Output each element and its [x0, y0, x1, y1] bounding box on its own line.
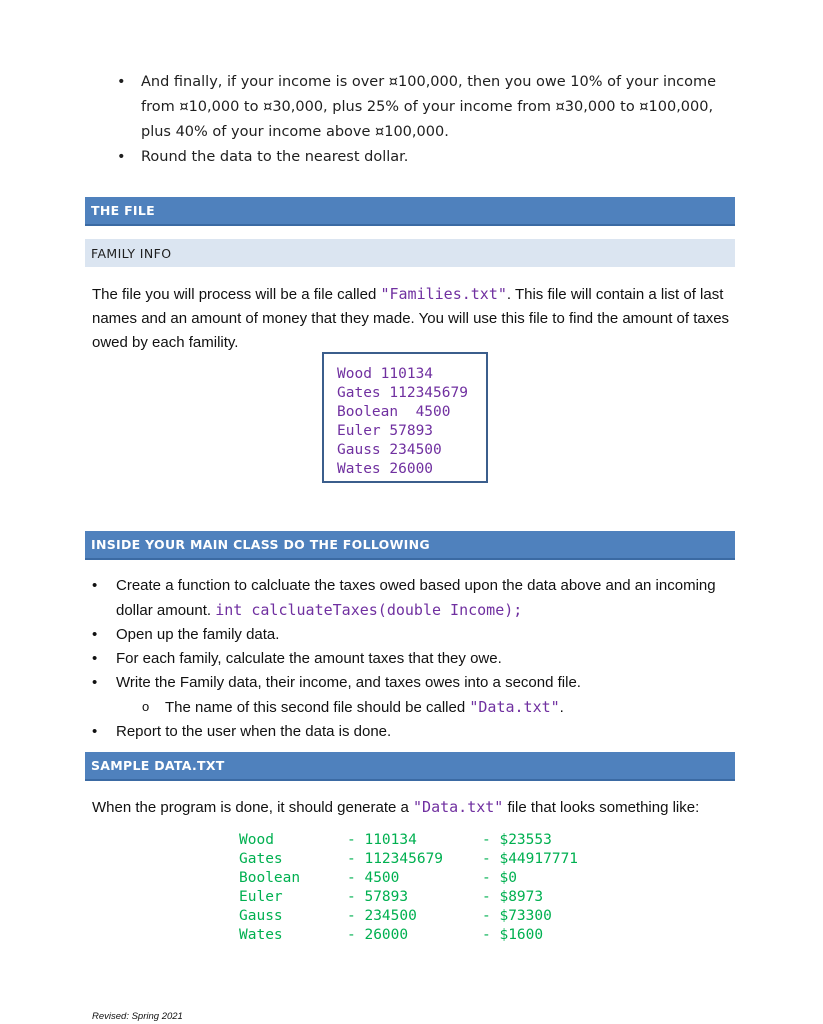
subsection-header-family-info [85, 239, 735, 267]
sample-tax: - $23553 [482, 832, 552, 848]
families-line: Gauss 234500 [337, 442, 442, 458]
main-task-list [92, 574, 752, 744]
task-create-function-text: Create a function to calcluate the taxes owed based upon the data above and an incoming dollar amount. [116, 577, 716, 619]
task-create-function [92, 574, 752, 623]
section-header-inside-main [85, 531, 735, 560]
section-header-sample-data [85, 752, 735, 781]
task-write-file: • Write the Family data, their income, and taxes owes into a second file. [92, 671, 752, 695]
sample-desc-before: When the program is done, it should generate a [92, 799, 414, 816]
section-title-the-file: THE FILE [91, 203, 155, 218]
section-header-the-file [85, 197, 735, 226]
data-txt-filename: "Data.txt" [469, 698, 560, 716]
intro-bullet-rounding: • Round the data to the nearest dollar. [117, 145, 727, 170]
function-signature-code: int calcluateTaxes(double Income); [215, 601, 523, 619]
sample-income: - 26000 [347, 927, 409, 943]
sample-income: - 234500 [347, 908, 417, 924]
section-title-sample-data: SAMPLE DATA.TXT [91, 758, 225, 773]
families-line: Boolean 4500 [337, 404, 451, 420]
task-calculate-taxes: • For each family, calculate the amount taxes that they owe. [92, 647, 752, 671]
sample-tax: - $1600 [482, 927, 544, 943]
sample-desc-after: file that looks something like: [503, 799, 700, 816]
file-desc-after: . This file will contain a list of last names and an amount of money that they made. You will use this file to find the amount of taxes owed by each famility. [92, 286, 730, 351]
task-report-user: • Report to the user when the data is done. [92, 720, 752, 744]
families-line: Wood 110134 [337, 366, 434, 382]
families-file-sample-box [322, 352, 488, 483]
intro-bullet-list [117, 70, 727, 170]
sample-name: Gauss [239, 908, 283, 924]
sample-description-paragraph [92, 795, 742, 820]
file-desc-before: The file you will process will be a file called [92, 286, 381, 303]
sample-name: Wood [239, 832, 274, 848]
task-open-data: • Open up the family data. [92, 623, 752, 647]
sample-tax: - $44917771 [482, 851, 579, 867]
sample-income: - 110134 [347, 832, 417, 848]
subitem-after: . [559, 699, 564, 716]
subsection-title-family-info: FAMILY INFO [91, 246, 172, 261]
sample-name: Wates [239, 927, 283, 943]
sample-income: - 112345679 [347, 851, 444, 867]
sample-tax: - $73300 [482, 908, 552, 924]
subitem-before: The name of this second file should be called [165, 699, 470, 716]
families-filename: "Families.txt" [380, 285, 507, 303]
sample-income: - 4500 [347, 870, 400, 886]
sample-income: - 57893 [347, 889, 409, 905]
sample-tax: - $8973 [482, 889, 544, 905]
families-line: Euler 57893 [337, 423, 434, 439]
families-line: Wates 26000 [337, 461, 434, 477]
intro-bullet-income-rule: • And finally, if your income is over ¤100,000, then you owe 10% of your income from ¤10,000 to ¤30,000, plus 25% of your income from ¤30,000 to ¤100,000, plus 40% of your income above ¤100,000. [117, 70, 727, 145]
sample-name: Euler [239, 889, 283, 905]
task-write-file-subitem [92, 695, 752, 720]
revision-footer: Revised: Spring 2021 [92, 1011, 183, 1022]
file-description-paragraph [92, 282, 742, 355]
sample-name: Gates [239, 851, 283, 867]
section-title-inside-main: INSIDE YOUR MAIN CLASS DO THE FOLLOWING [91, 537, 430, 552]
families-line: Gates 112345679 [337, 385, 468, 401]
sample-data-filename: "Data.txt" [413, 798, 504, 816]
sample-tax: - $0 [482, 870, 517, 886]
sample-name: Boolean [239, 870, 301, 886]
